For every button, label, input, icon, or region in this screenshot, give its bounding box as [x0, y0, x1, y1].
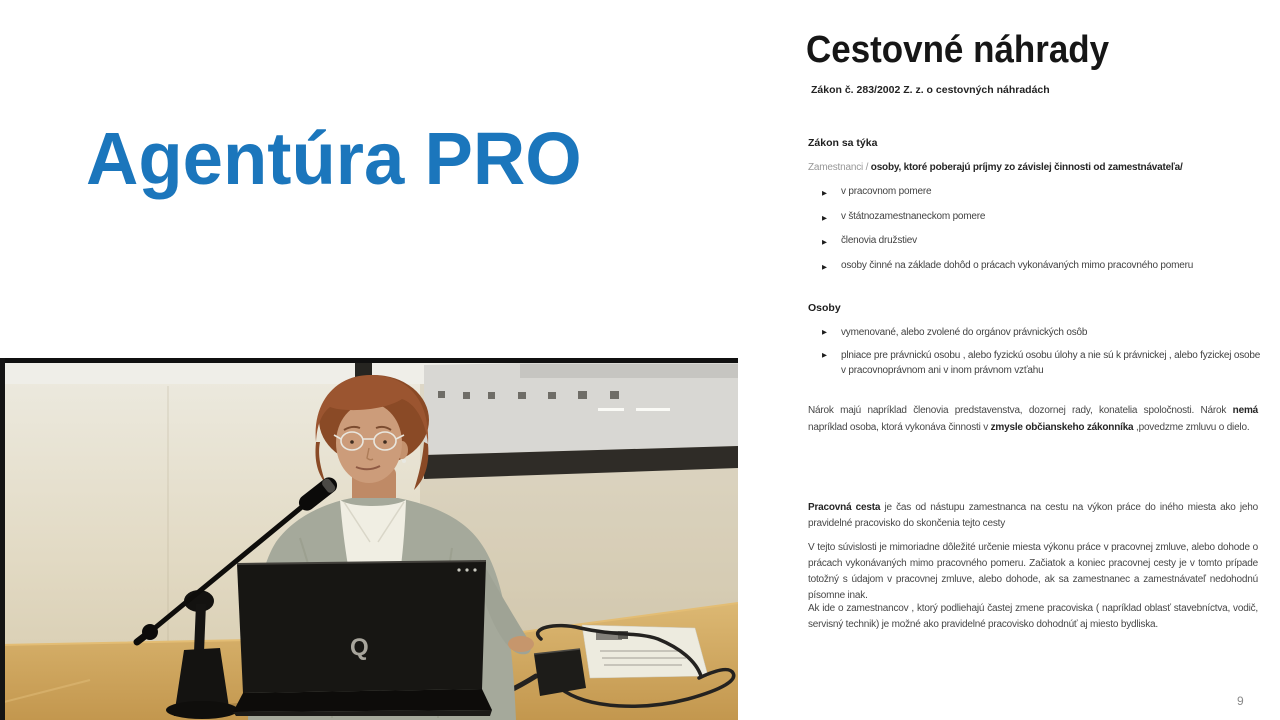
bullet-triangle-icon: ▶ — [822, 239, 827, 246]
law-lead-line: Zamestnanci / osoby, ktoré poberajú príjmy zo závislej činnosti od zamestnávateľa/ — [808, 162, 1183, 173]
bullet-triangle-icon: ▶ — [822, 351, 827, 359]
list-item — [822, 186, 1267, 200]
slide-title: Cestovné náhrady — [806, 29, 1110, 71]
list-item-label: v pracovnom pomere — [841, 186, 932, 197]
slide-subtitle: Zákon č. 283/2002 Z. z. o cestovných náhradách — [811, 84, 1050, 96]
list-item-label: v štátnozamestnaneckom pomere — [841, 210, 986, 222]
list-item-label: vymenované, alebo zvolené do orgánov právnických osôb — [841, 327, 1088, 338]
paragraph-zmena-pracoviska: Ak ide o zamestnancov , ktorý podliehajú častej zmene pracoviska ( napríklad oblasť stavebníctva, vodič, servisný technik) je možné ako pravidelné pracovisko dohodnúť aj miesto bydliska. — [808, 603, 1258, 630]
bullet-triangle-icon: ▶ — [822, 190, 827, 197]
persons-bullet-list — [822, 325, 1267, 385]
list-item-label: členovia družstiev — [841, 235, 917, 246]
law-bullet-list — [822, 186, 1267, 284]
paragraph-pracovna-cesta: Pracovná cesta je čas od nástupu zamestnanca na cestu na výkon práce do iného miesta ako jeho pravidelné pracovisko do skončenia tejto cesty — [808, 502, 1258, 529]
section-heading-persons: Osoby — [808, 302, 841, 314]
page-number: 9 — [1237, 694, 1244, 708]
list-item — [822, 235, 1267, 249]
list-item-label: osoby činné na základe dohôd o prácach vykonávaných mimo pracovného pomeru — [841, 259, 1194, 271]
list-item — [822, 260, 1267, 274]
list-item-label: plniace pre právnickú osobu , alebo fyzickú osobu úlohy a nie sú k právnickej , alebo fyzickej osobe v pracovnoprávnom ani v inom právnom vzťahu — [841, 349, 1261, 376]
list-item — [822, 348, 1267, 378]
paragraph-suvislost: V tejto súvislosti je mimoriadne dôležité určenie miesta výkonu práce v pracovnej zmluve, alebo dohode o prácach vykonávaných mimo pracovného pomeru. Začiatok a koniec pracovnej cesty je v tomto prípade totožný s údajom v pracovnej zmluve, alebo dohode, ak sa zamestnanec a zamestnávateľ nedohodnú písomne inak. — [808, 542, 1258, 601]
bullet-triangle-icon: ▶ — [822, 329, 827, 336]
section-heading-law: Zákon sa týka — [808, 137, 878, 149]
bullet-triangle-icon: ▶ — [822, 263, 827, 271]
list-item — [822, 325, 1267, 340]
list-item — [822, 211, 1267, 225]
laptop-brand-logo: Q — [350, 634, 369, 661]
paragraph-narok: Nárok majú napríklad členovia predstavenstva, dozornej rady, konatelia spoločnosti. Nárok nemá napríklad osoba, ktorá vykonáva činnosti v zmysle občianskeho zákonníka ,povedzme zmluvu o dielo. — [808, 405, 1258, 433]
brand-logo-text: Agentúra PRO — [86, 117, 582, 200]
bullet-triangle-icon: ▶ — [822, 214, 827, 222]
